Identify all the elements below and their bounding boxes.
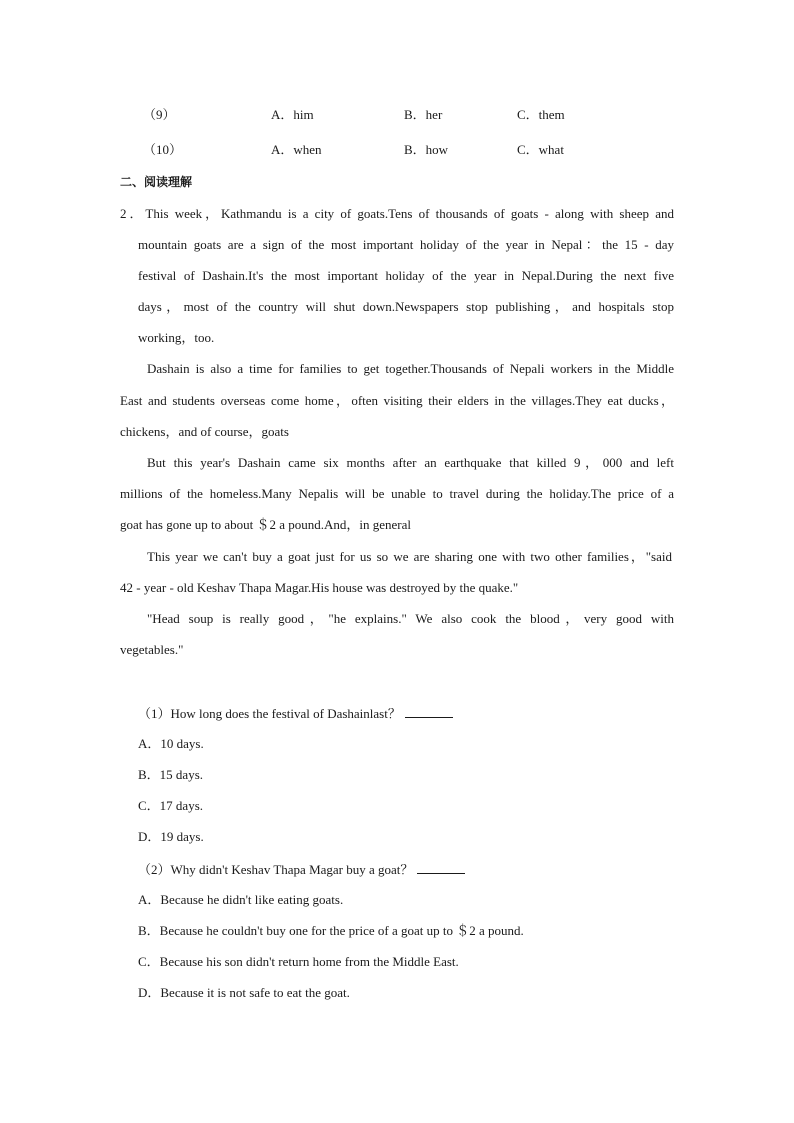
option-a: A．when [271, 142, 322, 157]
option-a: A．him [271, 107, 314, 122]
passage-line: festival of Dashain.It's the most important holiday of the year in Nepal.During the next five [138, 268, 674, 283]
passage-line: days，most of the country will shut down.Newspapers stop publishing，and hospitals stop [138, 299, 674, 314]
answer-option: C．Because his son didn't return home from the Middle East. [138, 954, 459, 969]
answer-option: B．Because he couldn't buy one for the price of a goat up to ＄2 a pound. [138, 923, 524, 938]
answer-option: D．Because it is not safe to eat the goat. [138, 985, 350, 1000]
passage-line: "Head soup is really good，"he explains." We also cook the blood，very good with [147, 611, 674, 626]
passage-line: chickens，and of course，goats [120, 424, 289, 439]
passage-line: 2．This week，Kathmandu is a city of goats.Tens of thousands of goats - along with sheep and [120, 206, 674, 221]
answer-option: C．17 days. [138, 798, 204, 813]
passage-line: East and students overseas come home，often visiting their elders in the villages.They eat ducks， [120, 393, 674, 408]
answer-option: D．19 days. [138, 829, 204, 844]
passage-line: mountain goats are a sign of the most important holiday of the year in Nepal：the 15 - day [138, 237, 674, 252]
question-number: （9） [143, 107, 176, 122]
option-b: B．how [404, 142, 449, 157]
question-prompt: （1）How long does the festival of Dashainlast？ [138, 705, 453, 722]
passage-line: working，too. [138, 330, 215, 345]
option-b: B．her [404, 107, 443, 122]
passage-line: But this year's Dashain came six months after an earthquake that killed 9，000 and left [147, 455, 674, 470]
passage-line: This year we can't buy a goat just for us so we are sharing one with two other families，"said [147, 549, 672, 564]
option-c: C．them [517, 107, 565, 122]
question-number: （10） [143, 142, 183, 157]
answer-option: A．10 days. [138, 736, 204, 751]
answer-blank[interactable] [405, 705, 453, 718]
passage-line: 42 - year - old Keshav Thapa Magar.His house was destroyed by the quake." [120, 580, 519, 595]
answer-blank[interactable] [417, 861, 465, 874]
passage-line: vegetables." [120, 642, 184, 657]
section-title: 二、阅读理解 [120, 175, 193, 189]
passage-line: millions of the homeless.Many Nepalis will be unable to travel during the holiday.The price of a [120, 486, 674, 501]
question-prompt: （2）Why didn't Keshav Thapa Magar buy a goat？ [138, 861, 465, 878]
answer-option: A．Because he didn't like eating goats. [138, 892, 344, 907]
option-c: C．what [517, 142, 564, 157]
answer-option: B．15 days. [138, 767, 204, 782]
passage-line: goat has gone up to about ＄2 a pound.And，in general [120, 517, 411, 532]
passage-line: Dashain is also a time for families to get together.Thousands of Nepali workers in the Middle [147, 361, 674, 376]
